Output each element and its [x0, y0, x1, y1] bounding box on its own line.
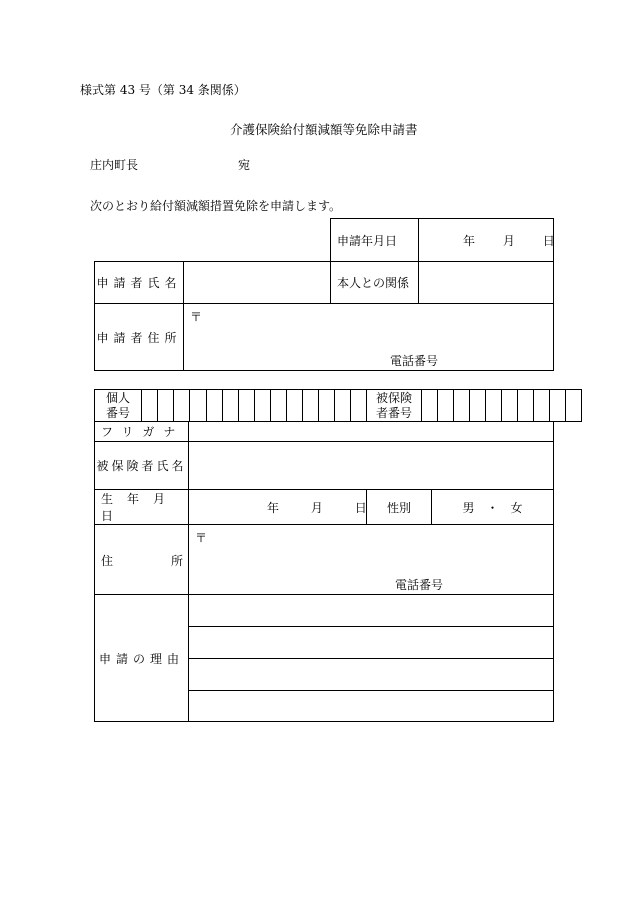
form-number: 様式第 43 号（第 34 条関係）: [80, 83, 246, 97]
personal-number-digit[interactable]: [351, 390, 367, 422]
birth-date-field[interactable]: [189, 490, 367, 525]
insured-name-field[interactable]: [189, 442, 554, 490]
personal-number-digit[interactable]: [255, 390, 271, 422]
reason-line[interactable]: [189, 691, 554, 722]
date-year: 年: [463, 233, 476, 248]
personal-number-digit[interactable]: [158, 390, 174, 422]
furigana-field[interactable]: [189, 422, 554, 442]
insured-number-digit[interactable]: [518, 390, 534, 422]
insured-number-digit[interactable]: [502, 390, 518, 422]
personal-number-label-line1: 個人: [105, 390, 130, 405]
address-label-part2: 所: [171, 554, 184, 568]
insured-number-digit[interactable]: [454, 390, 470, 422]
relation-label: 本人との関係: [331, 262, 419, 304]
applicant-name-field[interactable]: [184, 262, 331, 304]
applicant-name-label: 申請者氏名: [95, 262, 184, 304]
page-title: 介護保険給付額減額等免除申請書: [230, 122, 418, 137]
postal-mark: 〒: [190, 310, 203, 324]
personal-number-digit[interactable]: [287, 390, 303, 422]
insured-number-digit[interactable]: [438, 390, 454, 422]
personal-number-digit[interactable]: [190, 390, 207, 422]
insured-name-label: 被保険者氏名: [95, 442, 189, 490]
insured-number-digit[interactable]: [486, 390, 502, 422]
personal-number-digit[interactable]: [335, 390, 351, 422]
furigana-label: フリガナ: [95, 422, 189, 442]
insured-table: [94, 389, 582, 422]
personal-number-digit[interactable]: [207, 390, 223, 422]
birth-month: 月: [310, 500, 323, 515]
reason-line[interactable]: [189, 659, 554, 691]
personal-number-digit[interactable]: [239, 390, 255, 422]
personal-number-digit[interactable]: [303, 390, 319, 422]
recipient-name: 庄内町長: [90, 158, 139, 172]
applicant-table: [94, 218, 554, 371]
personal-number-digit[interactable]: [319, 390, 335, 422]
gender-options[interactable]: 男 ・ 女: [432, 490, 554, 525]
insured-number-digit[interactable]: [550, 390, 566, 422]
date-day: 日: [542, 233, 555, 248]
personal-number-digit[interactable]: [271, 390, 287, 422]
reason-line[interactable]: [189, 627, 554, 659]
application-date-field[interactable]: [419, 219, 554, 262]
birth-day: 日: [354, 500, 367, 515]
reason-label: 申請の理由: [95, 595, 189, 722]
gender-label: 性別: [367, 490, 432, 525]
birth-year: 年: [267, 500, 280, 515]
reason-line[interactable]: [189, 595, 554, 627]
insured-number-digit[interactable]: [422, 390, 438, 422]
address-label: [95, 525, 189, 595]
address-label-part1: 住: [101, 554, 114, 568]
intro-text: 次のとおり給付額減額措置免除を申請します。: [90, 199, 342, 213]
application-date-label: 申請年月日: [331, 219, 419, 262]
address-field[interactable]: [189, 525, 554, 595]
phone-label: 電話番号: [395, 578, 444, 592]
insured-number-digit[interactable]: [470, 390, 486, 422]
date-month: 月: [502, 233, 515, 248]
insured-number-label-line1: 被保険: [375, 390, 412, 405]
insured-number-label-line2: 者番号: [375, 405, 412, 420]
personal-number-digit[interactable]: [223, 390, 239, 422]
applicant-address-label: 申請者住所: [95, 304, 184, 371]
postal-mark: 〒: [195, 531, 208, 545]
blank-cell: [95, 219, 331, 262]
personal-number-label-line2: 番号: [105, 405, 130, 420]
relation-field[interactable]: [419, 262, 554, 304]
insured-details-table: [94, 421, 554, 722]
applicant-address-field[interactable]: [184, 304, 554, 371]
insured-number-digit[interactable]: [566, 390, 582, 422]
personal-number-digit[interactable]: [142, 390, 158, 422]
personal-number-label: [95, 390, 142, 422]
insured-number-label: [367, 390, 422, 422]
recipient-suffix: 宛: [238, 158, 251, 172]
phone-label: 電話番号: [390, 354, 439, 368]
personal-number-digit[interactable]: [174, 390, 190, 422]
birth-date-label: 生年月日: [95, 490, 189, 525]
insured-number-digit[interactable]: [534, 390, 550, 422]
